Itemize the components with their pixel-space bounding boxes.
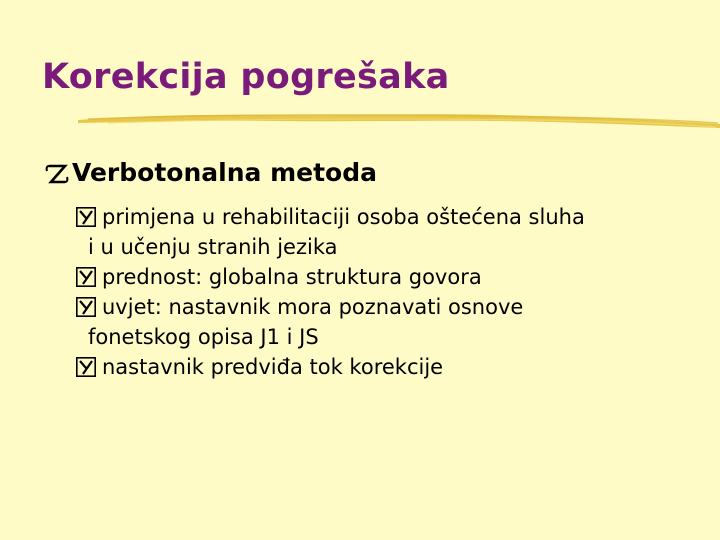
z-bullet-icon (44, 161, 70, 187)
list-item-line: prednost: globalna struktura govora (102, 265, 482, 289)
y-bullet-icon (76, 297, 96, 317)
list-item (76, 352, 716, 382)
y-bullet-icon (76, 207, 96, 227)
list-item (76, 292, 716, 352)
heading-row (44, 158, 377, 187)
heading-text: Verbotonalna metoda (72, 158, 377, 187)
list-item (76, 202, 716, 262)
list-item-line: uvjet: nastavnik mora poznavati osnove (102, 295, 524, 319)
y-bullet-icon (76, 267, 96, 287)
list-item (76, 262, 716, 292)
slide-title: Korekcija pogrešaka (42, 57, 450, 97)
list-item-line: nastavnik predviđa tok korekcije (102, 355, 444, 379)
list-item-line: primjena u rehabilitaciji osoba oštećena sluha (102, 205, 585, 229)
bullet-list (76, 202, 716, 382)
y-bullet-icon (76, 357, 96, 377)
list-item-line: fonetskog opisa J1 i JS (88, 325, 319, 349)
title-underline (78, 106, 720, 132)
list-item-line: i u učenju stranih jezika (88, 235, 338, 259)
